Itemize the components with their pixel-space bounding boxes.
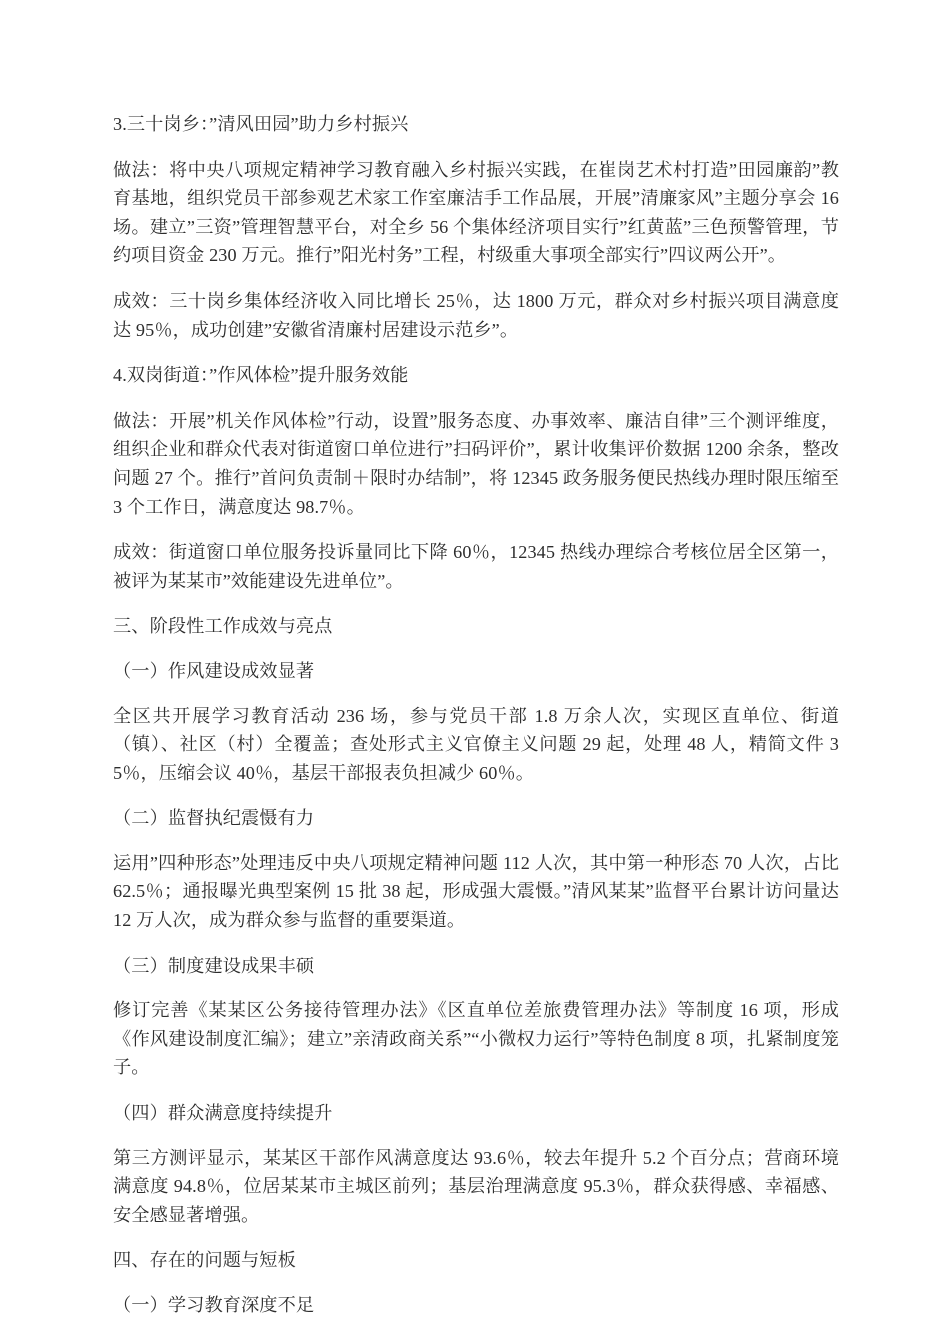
paragraph-satisfaction-results: 第三方测评显示，某某区干部作风满意度达 93.6％，较去年提升 5.2 个百分点；营商环境满意度 94.8％，位居某某市主城区前列；基层治理满意度 95.3％，群众获得感、幸福感、安全感显著增强。 bbox=[113, 1147, 839, 1225]
heading-section-three: 三、阶段性工作成效与亮点 bbox=[113, 616, 333, 637]
heading-sub-one-study-depth: （一）学习教育深度不足 bbox=[113, 1295, 315, 1315]
paragraph-shuanggang-results: 成效：街道窗口单位服务投诉量同比下降 60％，12345 热线办理综合考核位居全区第一，被评为某某市”效能建设先进单位”。 bbox=[113, 542, 839, 591]
document-body bbox=[113, 110, 839, 1320]
heading-section-four: 四、存在的问题与短板 bbox=[113, 1250, 296, 1271]
paragraph-supervision-results: 运用”四种形态”处理违反中央八项规定精神问题 112 人次，其中第一种形态 70 人次，占比 62.5％；通报曝光典型案例 15 批 38 起，形成强大震慑。”清风某某”监督平台累计访问量达 12 万人次，成为群众参与监督的重要渠道。 bbox=[113, 852, 839, 931]
heading-sanshigang-township: 3.三十岗乡：”清风田园”助力乡村振兴 bbox=[113, 114, 409, 134]
paragraph-sanshigang-results: 成效：三十岗乡集体经济收入同比增长 25％，达 1800 万元，群众对乡村振兴项目满意度达 95％，成功创建”安徽省清廉村居建设示范乡”。 bbox=[113, 290, 839, 340]
paragraph-work-style-results: 全区共开展学习教育活动 236 场，参与党员干部 1.8 万余人次，实现区直单位、街道（镇）、社区（村）全覆盖；查处形式主义官僚主义问题 29 起，处理 48 人，精简文件 35％，压缩会议 40％，基层干部报表负担减少 60％。 bbox=[113, 705, 839, 783]
paragraph-shuanggang-practice: 做法：开展”机关作风体检”行动，设置”服务态度、办事效率、廉洁自律”三个测评维度，组织企业和群众代表对街道窗口单位进行”扫码评价”，累计收集评价数据 1200 余条，整改问题 27 个。推行”首问负责制＋限时办结制”，将 12345 政务服务便民热线办理时限压缩至 3 个工作日，满意度达 98.7％。 bbox=[113, 410, 839, 517]
heading-sub-one-work-style: （一）作风建设成效显著 bbox=[113, 660, 315, 681]
paragraph-sanshigang-practice: 做法：将中央八项规定精神学习教育融入乡村振兴实践，在崔岗艺术村打造”田园廉韵”教育基地，组织党员干部参观艺术家工作室廉洁手工作品展，开展”清廉家风”主题分享会 16 场。建立”三资”管理智慧平台，对全乡 56 个集体经济项目实行”红黄蓝”三色预警管理，节约项目资金 230 万元。推行”阳光村务”工程，村级重大事项全部实行”四议两公开”。 bbox=[113, 159, 839, 266]
paragraph-institution-results: 修订完善《某某区公务接待管理办法》《区直单位差旅费管理办法》等制度 16 项，形成《作风建设制度汇编》；建立”亲清政商关系”“小微权力运行”等特色制度 8 项，扎紧制度笼子。 bbox=[113, 1000, 839, 1078]
heading-sub-four-satisfaction: （四）群众满意度持续提升 bbox=[113, 1103, 333, 1124]
heading-sub-two-supervision: （二）监督执纪震慑有力 bbox=[113, 808, 315, 829]
heading-shuanggang-subdistrict: 4.双岗街道：”作风体检”提升服务效能 bbox=[113, 365, 409, 386]
heading-sub-three-institution: （三）制度建设成果丰硕 bbox=[113, 955, 315, 976]
